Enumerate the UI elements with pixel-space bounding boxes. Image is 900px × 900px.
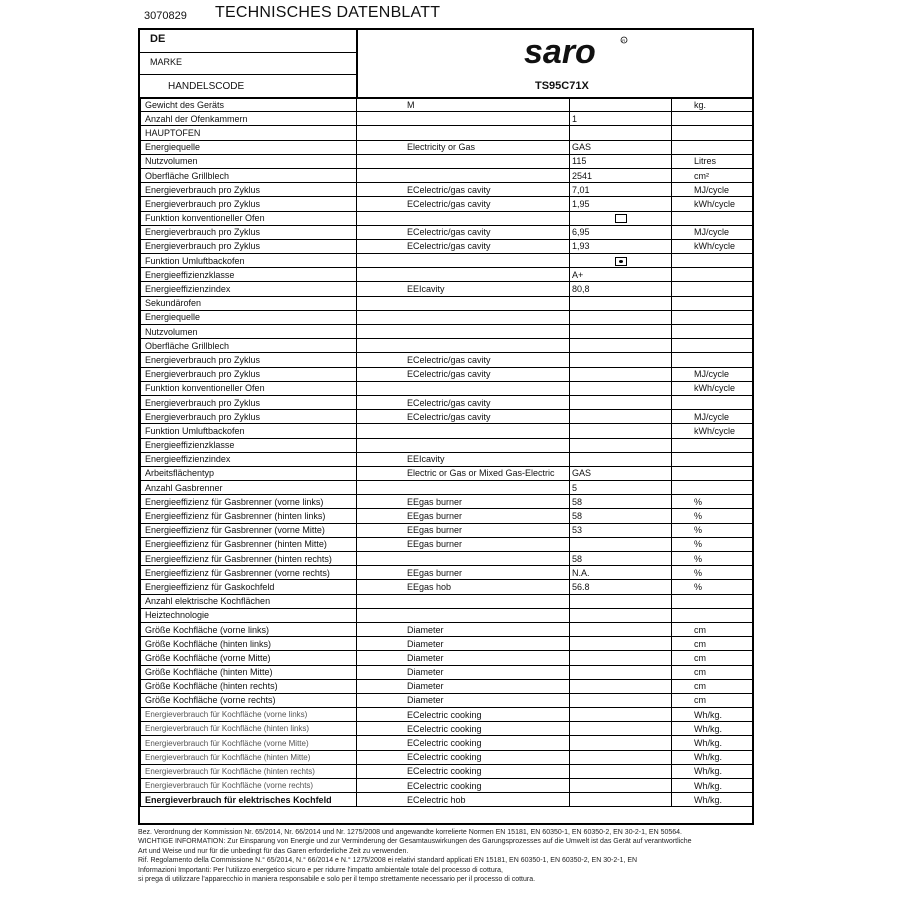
row-formula: ECelectric cooking <box>357 779 570 793</box>
row-formula <box>357 112 570 126</box>
footer-line: Rif. Regolamento della Commissione N.° 65/2014, N.° 66/2014 e N.° 1275/2008 ei relativi standard applicati EN 15181, EN 60350-1, EN 60350-2, EN 30-2-1, EN <box>138 857 638 865</box>
row-label: Oberfläche Grillblech <box>141 168 357 182</box>
row-formula <box>357 552 570 566</box>
table-row <box>141 225 753 239</box>
row-value <box>570 693 672 707</box>
footer-line: Informazioni Importanti: Per l'utilizzo energetico sicuro e per ridurre l'impatto ambientale totale del processo di cottura, <box>138 866 503 874</box>
row-label: Energieverbrauch pro Zyklus <box>141 183 357 197</box>
table-row <box>141 594 753 608</box>
row-value: 1,93 <box>570 239 672 253</box>
model-code: TS95C71X <box>535 80 589 92</box>
table-row <box>141 537 753 551</box>
row-formula: ECelectric cooking <box>357 764 570 778</box>
table-row <box>141 764 753 778</box>
table-row <box>141 140 753 154</box>
row-value: 56.8 <box>570 580 672 594</box>
row-formula <box>357 608 570 622</box>
row-unit: Wh/kg. <box>672 708 753 722</box>
row-formula: ECelectric cooking <box>357 750 570 764</box>
row-value: 58 <box>570 552 672 566</box>
row-unit <box>672 126 753 140</box>
row-label: Energieverbrauch pro Zyklus <box>141 225 357 239</box>
row-value <box>570 594 672 608</box>
row-value <box>570 708 672 722</box>
table-row <box>141 793 753 807</box>
table-row <box>141 239 753 253</box>
row-value <box>570 622 672 636</box>
row-value: 58 <box>570 509 672 523</box>
row-value <box>570 395 672 409</box>
row-unit <box>672 112 753 126</box>
row-label: Energieeffizienz für Gasbrenner (hinten Mitte) <box>141 537 357 551</box>
document-code: 3070829 <box>144 10 187 22</box>
row-formula: Diameter <box>357 622 570 636</box>
row-label: Energieverbrauch pro Zyklus <box>141 410 357 424</box>
row-formula: EEgas burner <box>357 523 570 537</box>
row-unit: Wh/kg. <box>672 793 753 807</box>
table-row <box>141 466 753 480</box>
row-label: Energieverbrauch für Kochfläche (hinten links) <box>141 722 357 736</box>
row-formula: ECelectric/gas cavity <box>357 410 570 424</box>
row-label: Energieeffizienz für Gasbrenner (hinten rechts) <box>141 552 357 566</box>
svg-text:saro: saro <box>524 33 596 69</box>
table-row <box>141 325 753 339</box>
row-label: Energieverbrauch für Kochfläche (hinten rechts) <box>141 764 357 778</box>
row-value: N.A. <box>570 566 672 580</box>
table-row <box>141 708 753 722</box>
row-unit: cm <box>672 622 753 636</box>
row-formula: ECelectric cooking <box>357 736 570 750</box>
row-unit: kWh/cycle <box>672 381 753 395</box>
row-label: Energieeffizienzklasse <box>141 438 357 452</box>
row-formula: ECelectric/gas cavity <box>357 225 570 239</box>
row-unit: % <box>672 523 753 537</box>
table-row <box>141 622 753 636</box>
row-unit <box>672 353 753 367</box>
row-label: Energieverbrauch pro Zyklus <box>141 353 357 367</box>
table-row <box>141 481 753 495</box>
row-unit: Litres <box>672 154 753 168</box>
table-row <box>141 509 753 523</box>
row-label: Oberfläche Grillblech <box>141 339 357 353</box>
row-value: 6,95 <box>570 225 672 239</box>
row-value <box>570 367 672 381</box>
row-formula: ECelectric/gas cavity <box>357 395 570 409</box>
row-value <box>570 254 672 268</box>
row-unit <box>672 339 753 353</box>
table-row <box>141 211 753 225</box>
spec-table <box>140 97 753 807</box>
row-label: Größe Kochfläche (vorne links) <box>141 622 357 636</box>
row-value: 2541 <box>570 168 672 182</box>
row-unit: Wh/kg. <box>672 779 753 793</box>
table-row <box>141 722 753 736</box>
row-value <box>570 736 672 750</box>
datasheet <box>138 28 754 825</box>
row-formula <box>357 211 570 225</box>
row-value <box>570 296 672 310</box>
footer-line: Art und Weise und nur für die unbedingt für das Garen erforderliche Zeit zu verwenden. <box>138 847 409 855</box>
row-label: Energieeffizienz für Gasbrenner (hinten links) <box>141 509 357 523</box>
row-value <box>570 310 672 324</box>
row-value <box>570 764 672 778</box>
row-formula <box>357 481 570 495</box>
row-unit <box>672 310 753 324</box>
row-formula: Electricity or Gas <box>357 140 570 154</box>
row-formula <box>357 154 570 168</box>
row-label: Energieverbrauch pro Zyklus <box>141 395 357 409</box>
table-row <box>141 367 753 381</box>
row-formula: ECelectric hob <box>357 793 570 807</box>
row-label: Sekundärofen <box>141 296 357 310</box>
row-unit: % <box>672 495 753 509</box>
row-formula <box>357 424 570 438</box>
table-row <box>141 254 753 268</box>
saro-logo <box>520 33 630 69</box>
row-formula <box>357 381 570 395</box>
row-formula: Electric or Gas or Mixed Gas-Electric <box>357 466 570 480</box>
row-label: Funktion konventioneller Ofen <box>141 381 357 395</box>
row-value <box>570 665 672 679</box>
row-value <box>570 381 672 395</box>
row-label: Anzahl der Ofenkammern <box>141 112 357 126</box>
row-label: Gewicht des Geräts <box>141 98 357 112</box>
row-unit <box>672 395 753 409</box>
row-label: Energiequelle <box>141 140 357 154</box>
table-row <box>141 637 753 651</box>
table-row <box>141 112 753 126</box>
row-unit <box>672 481 753 495</box>
row-unit <box>672 452 753 466</box>
row-label: Energieeffizienz für Gasbrenner (vorne rechts) <box>141 566 357 580</box>
row-label: Größe Kochfläche (hinten rechts) <box>141 679 357 693</box>
row-formula: ECelectric/gas cavity <box>357 183 570 197</box>
row-value <box>570 424 672 438</box>
row-unit: % <box>672 509 753 523</box>
row-value <box>570 410 672 424</box>
table-row <box>141 736 753 750</box>
row-formula: ECelectric cooking <box>357 722 570 736</box>
table-row <box>141 750 753 764</box>
table-row <box>141 779 753 793</box>
row-value: 115 <box>570 154 672 168</box>
row-unit <box>672 254 753 268</box>
row-label: Größe Kochfläche (vorne rechts) <box>141 693 357 707</box>
row-label: Energieverbrauch für Kochfläche (hinten Mitte) <box>141 750 357 764</box>
row-unit: kg. <box>672 98 753 112</box>
row-unit: MJ/cycle <box>672 225 753 239</box>
row-label: Energieeffizienz für Gaskochfeld <box>141 580 357 594</box>
row-formula <box>357 168 570 182</box>
row-label: Arbeitsflächentyp <box>141 466 357 480</box>
row-formula: EEIcavity <box>357 282 570 296</box>
row-value <box>570 651 672 665</box>
row-formula: ECelectric/gas cavity <box>357 353 570 367</box>
row-value: A+ <box>570 268 672 282</box>
table-row <box>141 296 753 310</box>
brand-label: MARKE <box>150 57 183 67</box>
oven-conventional-icon <box>615 214 627 223</box>
row-label: Funktion konventioneller Ofen <box>141 211 357 225</box>
row-unit <box>672 268 753 282</box>
table-row <box>141 552 753 566</box>
table-row <box>141 310 753 324</box>
row-value <box>570 750 672 764</box>
table-row <box>141 381 753 395</box>
table-row <box>141 424 753 438</box>
row-unit <box>672 296 753 310</box>
row-value <box>570 637 672 651</box>
row-value <box>570 608 672 622</box>
row-value: 5 <box>570 481 672 495</box>
row-value <box>570 325 672 339</box>
row-formula <box>357 268 570 282</box>
row-value <box>570 793 672 807</box>
row-formula <box>357 310 570 324</box>
row-value <box>570 452 672 466</box>
row-formula: EEgas hob <box>357 580 570 594</box>
row-formula: EEgas burner <box>357 509 570 523</box>
row-value <box>570 438 672 452</box>
row-label: Energiequelle <box>141 310 357 324</box>
table-row <box>141 168 753 182</box>
row-formula: EEgas burner <box>357 495 570 509</box>
row-label: Größe Kochfläche (hinten links) <box>141 637 357 651</box>
row-label: Energieverbrauch pro Zyklus <box>141 197 357 211</box>
table-row <box>141 282 753 296</box>
trade-code-label: HANDELSCODE <box>168 81 245 92</box>
row-formula <box>357 325 570 339</box>
table-row <box>141 665 753 679</box>
row-unit: % <box>672 580 753 594</box>
row-value: GAS <box>570 140 672 154</box>
table-row <box>141 523 753 537</box>
row-unit: cm <box>672 651 753 665</box>
table-row <box>141 410 753 424</box>
table-row <box>141 197 753 211</box>
row-unit: cm² <box>672 168 753 182</box>
row-label: Energieeffizienz für Gasbrenner (vorne Mitte) <box>141 523 357 537</box>
row-unit: Wh/kg. <box>672 750 753 764</box>
row-formula <box>357 339 570 353</box>
table-row <box>141 154 753 168</box>
table-row <box>141 268 753 282</box>
datasheet-header <box>140 30 752 99</box>
row-unit: MJ/cycle <box>672 367 753 381</box>
row-value <box>570 353 672 367</box>
row-label: Energieeffizienzklasse <box>141 268 357 282</box>
row-value: 1,95 <box>570 197 672 211</box>
row-formula: ECelectric cooking <box>357 708 570 722</box>
row-value: 58 <box>570 495 672 509</box>
row-formula: ECelectric/gas cavity <box>357 367 570 381</box>
row-unit: cm <box>672 693 753 707</box>
row-unit: % <box>672 537 753 551</box>
row-formula: Diameter <box>357 665 570 679</box>
row-unit: cm <box>672 637 753 651</box>
row-unit: % <box>672 552 753 566</box>
row-unit: Wh/kg. <box>672 736 753 750</box>
row-label: Energieeffizienz für Gasbrenner (vorne links) <box>141 495 357 509</box>
table-row <box>141 98 753 112</box>
table-row <box>141 679 753 693</box>
row-formula: Diameter <box>357 637 570 651</box>
row-label: HAUPTOFEN <box>141 126 357 140</box>
row-label: Energieeffizienzindex <box>141 452 357 466</box>
row-unit: MJ/cycle <box>672 183 753 197</box>
row-value <box>570 211 672 225</box>
document-title: TECHNISCHES DATENBLATT <box>215 4 441 21</box>
row-label: Energieverbrauch für Kochfläche (vorne Mitte) <box>141 736 357 750</box>
oven-fan-icon <box>615 257 627 266</box>
svg-text:R: R <box>622 37 626 43</box>
row-label: Energieverbrauch für Kochfläche (vorne links) <box>141 708 357 722</box>
row-formula: EEIcavity <box>357 452 570 466</box>
row-formula <box>357 126 570 140</box>
row-label: Anzahl Gasbrenner <box>141 481 357 495</box>
row-value: 53 <box>570 523 672 537</box>
row-formula: Diameter <box>357 651 570 665</box>
footer-line: WICHTIGE INFORMATION: Zur Einsparung von Energie und zur Verminderung der Gesamtauswirkungen des Garungsprozesses auf die Umwelt ist das Gerät auf verantwortliche <box>138 838 692 846</box>
table-row <box>141 438 753 452</box>
row-formula: Diameter <box>357 693 570 707</box>
row-unit <box>672 466 753 480</box>
row-unit <box>672 140 753 154</box>
row-value: 1 <box>570 112 672 126</box>
table-row <box>141 608 753 622</box>
row-label: Größe Kochfläche (hinten Mitte) <box>141 665 357 679</box>
row-unit: cm <box>672 679 753 693</box>
row-unit <box>672 438 753 452</box>
row-label: Energieeffizienzindex <box>141 282 357 296</box>
row-formula: ECelectric/gas cavity <box>357 197 570 211</box>
row-unit: cm <box>672 665 753 679</box>
row-formula: EEgas burner <box>357 537 570 551</box>
table-row <box>141 693 753 707</box>
row-value <box>570 126 672 140</box>
row-formula: M <box>357 98 570 112</box>
row-unit <box>672 594 753 608</box>
row-label: Anzahl elektrische Kochflächen <box>141 594 357 608</box>
row-value <box>570 779 672 793</box>
table-row <box>141 395 753 409</box>
footer-line: Bez. Verordnung der Kommission Nr. 65/2014, Nr. 66/2014 und Nr. 1275/2008 und angewandte korrelierte Normen EN 15181, EN 60350-1, EN 60350-2, EN 30-2-1, EN 50564. <box>138 829 683 836</box>
row-value: GAS <box>570 466 672 480</box>
row-formula <box>357 594 570 608</box>
row-label: Energieverbrauch für elektrisches Kochfeld <box>141 793 357 807</box>
table-row <box>141 183 753 197</box>
row-unit: Wh/kg. <box>672 722 753 736</box>
table-row <box>141 495 753 509</box>
table-row <box>141 566 753 580</box>
footer-notes <box>138 828 778 884</box>
row-formula: ECelectric/gas cavity <box>357 239 570 253</box>
row-value: 7,01 <box>570 183 672 197</box>
row-value <box>570 679 672 693</box>
footer-line: si prega di utilizzare l'apparecchio in maniera responsabile e solo per il tempo strettamente necessario per il processo di cottura. <box>138 876 536 884</box>
row-label: Funktion Umluftbackofen <box>141 254 357 268</box>
row-value <box>570 537 672 551</box>
row-unit <box>672 211 753 225</box>
row-label: Funktion Umluftbackofen <box>141 424 357 438</box>
row-label: Energieverbrauch pro Zyklus <box>141 239 357 253</box>
row-value <box>570 98 672 112</box>
row-formula <box>357 438 570 452</box>
row-unit <box>672 325 753 339</box>
row-formula <box>357 296 570 310</box>
row-unit: kWh/cycle <box>672 197 753 211</box>
row-label: Nutzvolumen <box>141 325 357 339</box>
row-formula <box>357 254 570 268</box>
table-row <box>141 580 753 594</box>
row-unit: MJ/cycle <box>672 410 753 424</box>
row-label: Größe Kochfläche (vorne Mitte) <box>141 651 357 665</box>
row-unit: % <box>672 566 753 580</box>
table-row <box>141 651 753 665</box>
row-value: 80,8 <box>570 282 672 296</box>
row-formula: Diameter <box>357 679 570 693</box>
table-row <box>141 339 753 353</box>
table-row <box>141 353 753 367</box>
row-unit: kWh/cycle <box>672 239 753 253</box>
row-label: Nutzvolumen <box>141 154 357 168</box>
row-label: Heiztechnologie <box>141 608 357 622</box>
row-unit <box>672 282 753 296</box>
row-unit <box>672 608 753 622</box>
row-label: Energieverbrauch für Kochfläche (vorne rechts) <box>141 779 357 793</box>
table-row <box>141 452 753 466</box>
row-label: Energieverbrauch pro Zyklus <box>141 367 357 381</box>
language-label: DE <box>150 33 166 45</box>
row-unit: Wh/kg. <box>672 764 753 778</box>
row-formula: EEgas burner <box>357 566 570 580</box>
row-value <box>570 722 672 736</box>
row-value <box>570 339 672 353</box>
table-row <box>141 126 753 140</box>
row-unit: kWh/cycle <box>672 424 753 438</box>
